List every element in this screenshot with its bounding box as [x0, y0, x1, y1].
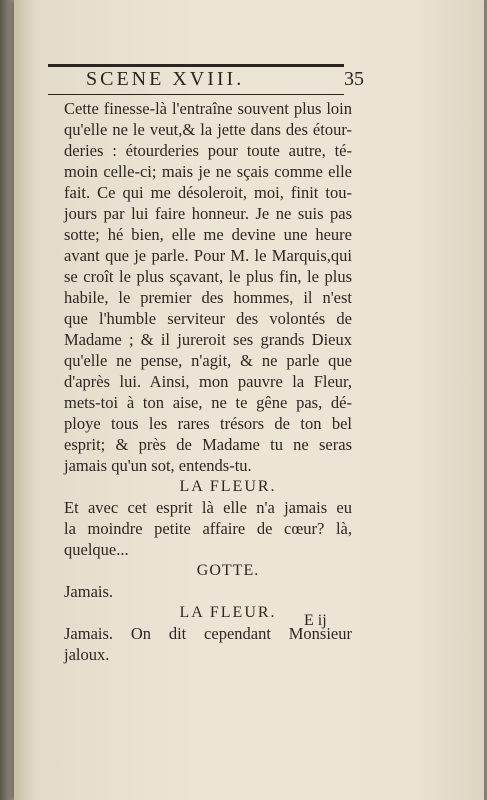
- text-line: moin celle-ci; mais je ne sçais comme elle: [64, 162, 352, 181]
- text-line: esprit; & près de Madame tu ne seras: [64, 435, 352, 454]
- text-line: sotte; hé bien, elle me devine une heure: [64, 225, 352, 244]
- text-line: Cette finesse-là l'entraîne souvent plus loin: [64, 99, 352, 118]
- text-line: Et avec cet esprit là elle n'a jamais eu: [64, 498, 352, 517]
- speaker-label: LA FLEUR.: [179, 604, 277, 621]
- signature-mark: E ij: [304, 612, 327, 629]
- speaker-label: LA FLEUR.: [179, 478, 277, 495]
- paragraph-1: [64, 98, 352, 476]
- page-number: 35: [344, 68, 364, 90]
- text-line: jours par lui faire honneur. Je ne suis pas: [64, 204, 352, 223]
- text-line: qu'elle ne le veut,& la jette dans des étour-: [64, 120, 352, 139]
- text-line: Madame ; & il jureroit ses grands Dieux: [64, 330, 352, 349]
- text-line: se croît le plus sçavant, le plus fin, le plus: [64, 267, 352, 286]
- paragraph-3: Jamais.: [64, 582, 114, 601]
- text-line: mets-toi à ton aise, ne te gêne pas, dé-: [64, 393, 352, 412]
- text-line: qu'elle ne pense, n'agit, & ne parle que: [64, 351, 352, 370]
- text-line: avant que je parle. Pour M. le Marquis,qui: [64, 246, 352, 265]
- page-text: [64, 98, 352, 665]
- text-line: Jamais. On dit cependant Monsieur: [64, 624, 352, 643]
- running-title: SCENE XVIII.: [86, 68, 245, 90]
- running-head: [48, 66, 364, 94]
- text-line: jaloux.: [64, 645, 110, 664]
- text-line: que l'humble serviteur des volontés de: [64, 309, 352, 328]
- text-line: quelque...: [64, 540, 129, 559]
- text-line: d'après lui. Ainsi, mon pauvre la Fleur,: [64, 372, 352, 391]
- text-line: jamais qu'un sot, entends-tu.: [64, 456, 252, 475]
- text-line: deries : étourderies pour toute autre, té-: [64, 141, 352, 160]
- speaker-label: GOTTE.: [196, 562, 260, 579]
- text-line: fait. Ce qui me désoleroit, moi, finit tou-: [64, 183, 352, 202]
- paragraph-2: [64, 497, 352, 560]
- text-line: habile, le premier des hommes, il n'est: [64, 288, 352, 307]
- text-line: la moindre petite affaire de cœur? là,: [64, 519, 352, 538]
- header-rule-bottom: [48, 94, 344, 95]
- book-spine-shadow: [0, 0, 14, 800]
- text-line: ploye tous les rares trésors de ton bel: [64, 414, 352, 433]
